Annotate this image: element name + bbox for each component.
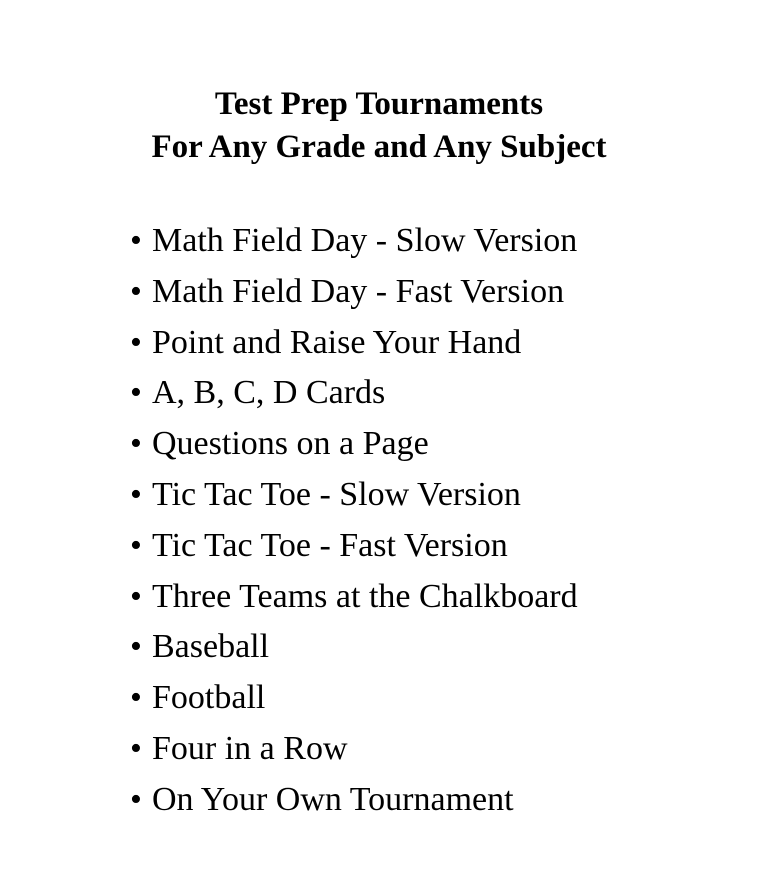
tournament-list xyxy=(130,216,578,826)
list-item xyxy=(130,368,578,419)
title-line-1: Test Prep Tournaments xyxy=(214,86,544,122)
list-item xyxy=(130,267,578,318)
bullet-icon: • xyxy=(130,272,142,310)
bullet-icon: • xyxy=(130,628,142,666)
list-item-label: Four in a Row xyxy=(152,729,348,767)
bullet-icon: • xyxy=(130,475,142,513)
bullet-icon: • xyxy=(130,780,142,818)
list-item-label: Tic Tac Toe - Fast Version xyxy=(152,526,508,564)
list-item-label: Three Teams at the Chalkboard xyxy=(152,577,578,615)
page-title xyxy=(0,83,758,169)
bullet-icon: • xyxy=(130,526,142,564)
list-item xyxy=(130,318,578,369)
list-item xyxy=(130,572,578,623)
list-item xyxy=(130,216,578,267)
list-item xyxy=(130,521,578,572)
list-item-label: Tic Tac Toe - Slow Version xyxy=(152,475,521,513)
list-item-label: Football xyxy=(152,679,266,717)
list-item-label: Math Field Day - Fast Version xyxy=(152,272,565,310)
list-item xyxy=(130,673,578,724)
bullet-icon: • xyxy=(130,679,142,717)
list-item xyxy=(130,470,578,521)
list-item xyxy=(130,775,578,826)
list-item xyxy=(130,419,578,470)
list-item xyxy=(130,724,578,775)
list-item-label: Questions on a Page xyxy=(152,425,429,463)
title-line-2: For Any Grade and Any Subject xyxy=(151,129,607,165)
list-item-label: Math Field Day - Slow Version xyxy=(152,222,578,259)
bullet-icon: • xyxy=(130,729,142,767)
bullet-icon: • xyxy=(130,425,142,463)
list-item-label: Point and Raise Your Hand xyxy=(152,323,522,361)
list-item-label: A, B, C, D Cards xyxy=(152,374,386,412)
bullet-icon: • xyxy=(130,222,142,259)
list-item xyxy=(130,622,578,673)
list-item-label: Baseball xyxy=(152,628,270,666)
bullet-icon: • xyxy=(130,323,142,361)
list-item-label: On Your Own Tournament xyxy=(152,780,514,818)
bullet-icon: • xyxy=(130,577,142,615)
bullet-icon: • xyxy=(130,374,142,412)
